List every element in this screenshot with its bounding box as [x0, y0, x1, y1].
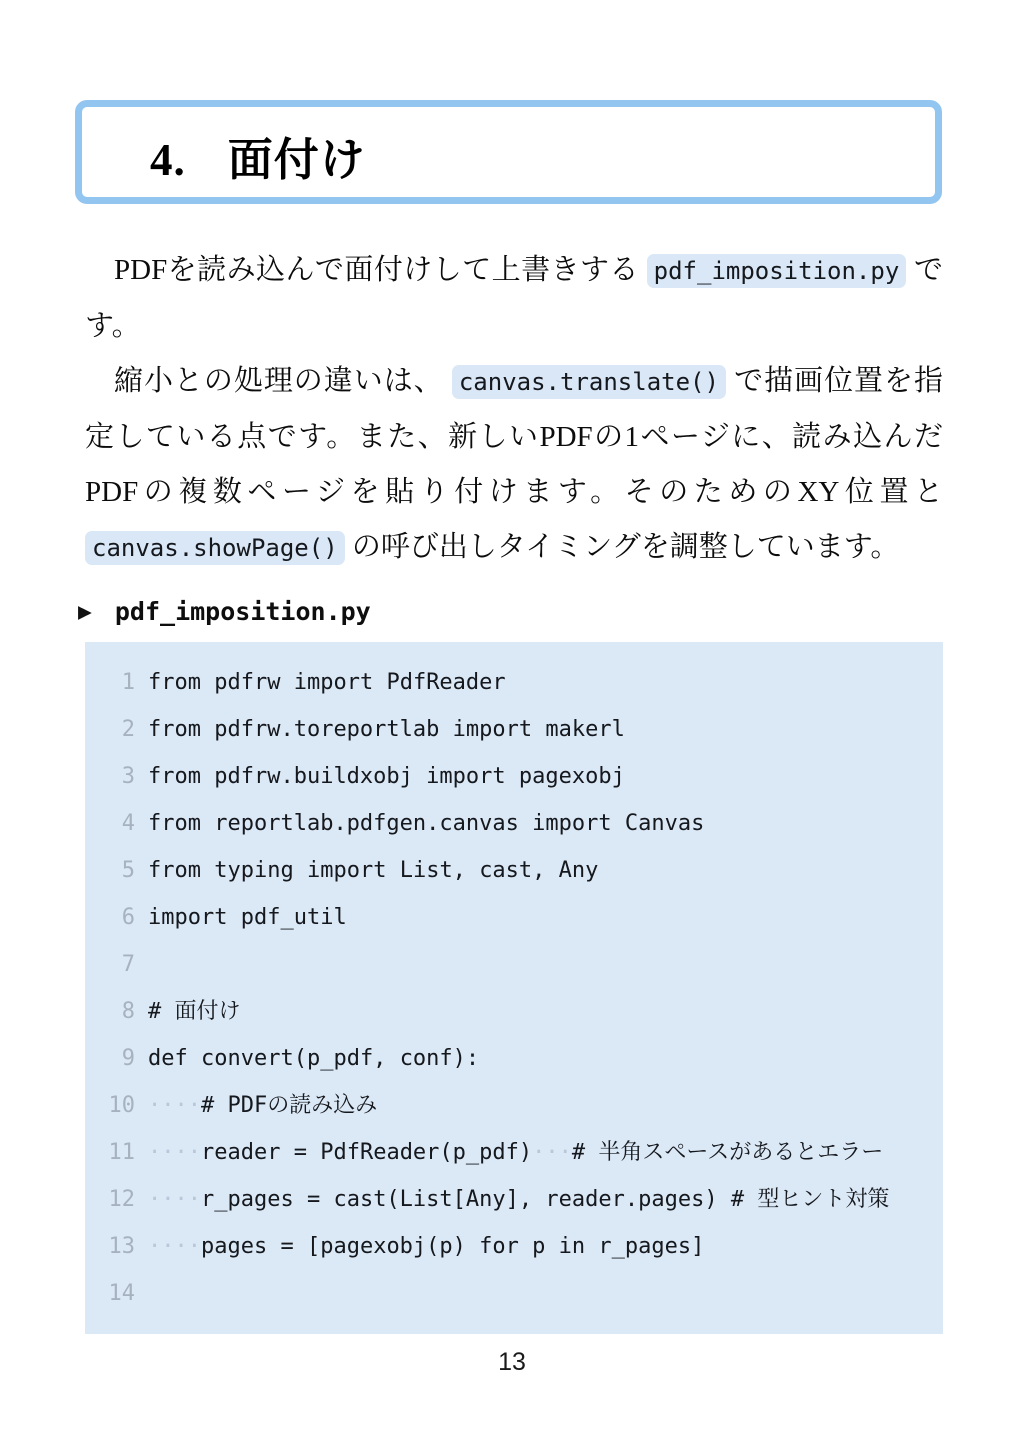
- listing-header: [78, 597, 371, 626]
- line-number: 13: [108, 1234, 135, 1259]
- code-line: [99, 1223, 933, 1270]
- code-line: [99, 847, 933, 894]
- inline-code: pdf_imposition.py: [647, 254, 907, 288]
- inline-code: canvas.showPage(): [85, 531, 345, 565]
- line-number: 7: [121, 952, 135, 977]
- body-text: [85, 243, 943, 576]
- line-number: 11: [108, 1140, 135, 1165]
- line-number: 8: [121, 999, 135, 1024]
- code-text: from typing import List, cast, Any: [148, 858, 599, 883]
- code-text: ····reader = PdfReader(p_pdf)···# 半角スペースがあるとエラー: [148, 1140, 884, 1165]
- code-line: [99, 706, 933, 753]
- whitespace-marker: ···: [532, 1140, 572, 1165]
- line-number: 2: [121, 717, 135, 742]
- code-text: from reportlab.pdfgen.canvas import Canvas: [148, 811, 705, 836]
- chapter-heading-box: [75, 100, 942, 204]
- line-number: 4: [121, 811, 135, 836]
- code-text: from pdfrw.buildxobj import pagexobj: [148, 764, 625, 789]
- chapter-number: 4.: [150, 134, 186, 185]
- line-number: 1: [121, 670, 135, 695]
- whitespace-marker: ····: [148, 1093, 201, 1118]
- code-text: # 面付け: [148, 999, 241, 1024]
- line-number: 10: [108, 1093, 135, 1118]
- whitespace-marker: ····: [148, 1234, 201, 1259]
- play-triangle-icon: ▶: [78, 598, 92, 625]
- page-number: 13: [498, 1348, 526, 1376]
- code-line: [99, 1176, 933, 1223]
- code-text: import pdf_util: [148, 905, 347, 930]
- code-text: def convert(p_pdf, conf):: [148, 1046, 480, 1071]
- chapter-title: 面付け: [227, 134, 366, 185]
- code-text: from pdfrw import PdfReader: [148, 670, 506, 695]
- whitespace-marker: ····: [148, 1140, 201, 1165]
- inline-code: canvas.translate(): [452, 365, 726, 399]
- line-number: 6: [121, 905, 135, 930]
- code-line: [99, 1082, 933, 1129]
- line-number: 14: [108, 1281, 135, 1306]
- code-line: [99, 800, 933, 847]
- code-text: ····# PDFの読み込み: [148, 1093, 378, 1118]
- paragraph: 縮小との処理の違いは、 canvas.translate() で描画位置を指定している点です。また、新しいPDFの1ページに、読み込んだPDFの複数ページを貼り付けます。そのためのXY位置と canvas.showPage() の呼び出しタイミングを調整しています。: [85, 365, 943, 563]
- code-line: [99, 659, 933, 706]
- code-line: [99, 1035, 933, 1082]
- code-line: [99, 894, 933, 941]
- line-number: 3: [121, 764, 135, 789]
- paragraph: PDFを読み込んで面付けして上書きする pdf_imposition.py です。: [85, 254, 943, 342]
- listing-filename: pdf_imposition.py: [114, 597, 371, 626]
- code-text: ····r_pages = cast(List[Any], reader.pages) # 型ヒント対策: [148, 1187, 890, 1212]
- code-block: [85, 642, 943, 1334]
- chapter-heading: [82, 117, 366, 188]
- code-line: [99, 753, 933, 800]
- code-text: ····pages = [pagexobj(p) for p in r_pages]: [148, 1234, 705, 1259]
- whitespace-marker: ····: [148, 1187, 201, 1212]
- code-line: [99, 1129, 933, 1176]
- line-number: 5: [121, 858, 135, 883]
- code-line: [99, 988, 933, 1035]
- code-line: [99, 1270, 933, 1317]
- code-line: [99, 941, 933, 988]
- line-number: 12: [108, 1187, 135, 1212]
- line-number: 9: [121, 1046, 135, 1071]
- code-text: from pdfrw.toreportlab import makerl: [148, 717, 625, 742]
